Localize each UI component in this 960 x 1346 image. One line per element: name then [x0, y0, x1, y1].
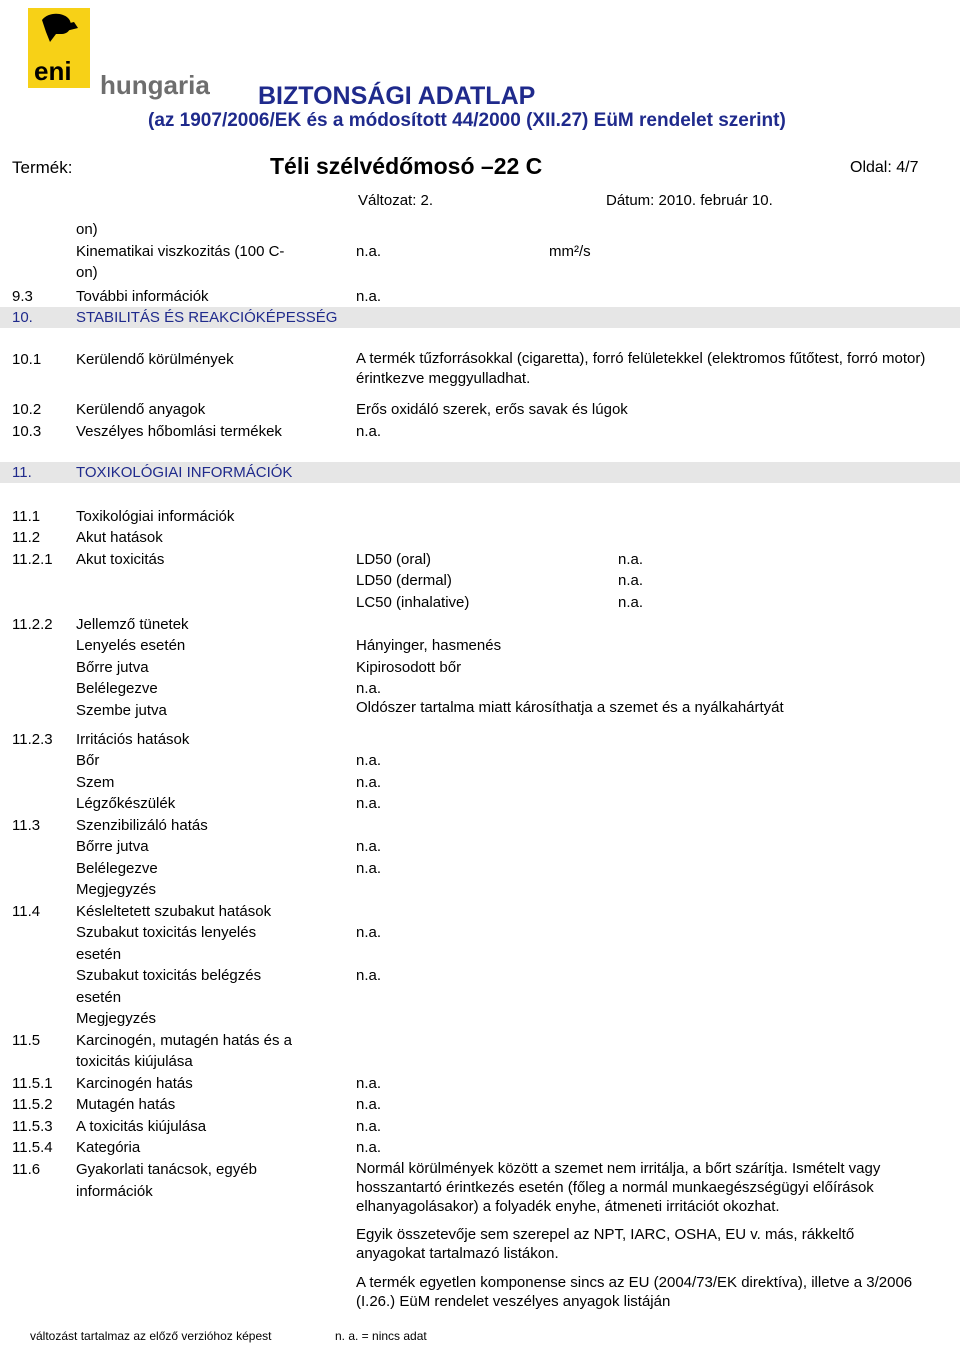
sens-skin-label: Bőrre jutva: [76, 838, 149, 855]
sens-note-label: Megjegyzés: [76, 881, 157, 898]
subacute-ingest-value: n.a.: [356, 924, 382, 941]
irr-skin-label: Bőr: [76, 752, 100, 769]
row-11-5-4-label: Kategória: [76, 1139, 141, 1156]
subacute-ingest-label: Szubakut toxicitás lenyelés: [76, 924, 257, 941]
eni-hungaria-logo: [28, 8, 213, 100]
kin-visc-label-cont: on): [76, 264, 98, 281]
row-10-1-value: A termék tűzforrásokkal (cigaretta), forró felületekkel (elektromos fűtőtest, forró motor) érintkezve meggyulladhat.: [356, 350, 926, 387]
kin-visc-value: n.a.: [356, 243, 382, 260]
row-10-3-num: 10.3: [12, 423, 42, 440]
row-11-1-num: 11.1: [12, 508, 41, 525]
row-11-2-label: Akut hatások: [76, 529, 163, 546]
subacute-note-label: Megjegyzés: [76, 1010, 157, 1027]
row-10-2-num: 10.2: [12, 401, 42, 418]
row-10-1-label: Kerülendő körülmények: [76, 351, 234, 368]
kin-visc-label: Kinematikai viszkozitás (100 C-: [76, 243, 285, 260]
subacute-inhal-label-cont: esetén: [76, 989, 122, 1006]
sens-inhal-label: Belélegezve: [76, 860, 158, 877]
row-11-5-1-label: Karcinogén hatás: [76, 1075, 193, 1092]
document-title: BIZTONSÁGI ADATLAP: [258, 82, 536, 110]
row-9-3-value: n.a.: [356, 288, 382, 305]
row-10-2-label: Kerülendő anyagok: [76, 401, 206, 418]
subacute-inhal-label: Szubakut toxicitás belégzés: [76, 967, 262, 984]
row-11-3-num: 11.3: [12, 817, 41, 834]
row-11-5-4-num: 11.5.4: [12, 1139, 53, 1156]
symptom-ingestion-label: Lenyelés esetén: [76, 637, 186, 654]
ld50-dermal-value: n.a.: [618, 572, 644, 589]
logo-brand-text: eni: [34, 56, 72, 86]
row-11-2-3-label: Irritációs hatások: [76, 731, 190, 748]
row-11-2-num: 11.2: [12, 529, 41, 546]
sens-inhal-value: n.a.: [356, 860, 382, 877]
row-11-6-label: Gyakorlati tanácsok, egyéb: [76, 1161, 257, 1178]
symptom-eye-label: Szembe jutva: [76, 702, 167, 719]
sens-skin-value: n.a.: [356, 838, 382, 855]
symptom-skin-value: Kipirosodott bőr: [356, 659, 462, 676]
row-11-5-2-value: n.a.: [356, 1096, 382, 1113]
row-9-3-label: További információk: [76, 288, 209, 305]
page-number: Oldal: 4/7: [850, 159, 919, 176]
row-11-2-2-num: 11.2.2: [12, 616, 53, 633]
kin-visc-cont-prev: on): [76, 221, 98, 238]
logo-sub-text: hungaria: [100, 70, 210, 100]
irr-eye-value: n.a.: [356, 774, 382, 791]
section-11-title: TOXIKOLÓGIAI INFORMÁCIÓK: [76, 464, 293, 481]
row-10-3-value: n.a.: [356, 423, 382, 440]
irr-skin-value: n.a.: [356, 752, 382, 769]
row-11-5-3-value: n.a.: [356, 1118, 382, 1135]
irr-resp-value: n.a.: [356, 795, 382, 812]
irr-resp-label: Légzőkészülék: [76, 795, 176, 812]
row-11-6-paragraph-3: A termék egyetlen komponense sincs az EU (2004/73/EK direktíva), illetve a 3/2006 (I.26.) EüM rendelet veszélyes anyagok listáján: [356, 1274, 913, 1310]
row-11-2-1-label: Akut toxicitás: [76, 551, 165, 568]
document-subtitle: (az 1907/2006/EK és a módosított 44/2000 (XII.27) EüM rendelet szerint): [148, 110, 786, 131]
row-11-6-paragraph-2: Egyik összetevője sem szerepel az NPT, IARC, OSHA, EU v. más, rákkeltő anyagokat tartalmazó listákon.: [356, 1226, 855, 1262]
row-10-1-num: 10.1: [12, 351, 42, 368]
row-11-5-4-value: n.a.: [356, 1139, 382, 1156]
row-11-5-1-num: 11.5.1: [12, 1075, 53, 1092]
row-11-5-2-label: Mutagén hatás: [76, 1096, 176, 1113]
row-10-3-label: Veszélyes hőbomlási termékek: [76, 423, 282, 440]
version: Változat: 2.: [358, 192, 434, 209]
row-11-3-label: Szenzibilizáló hatás: [76, 817, 208, 834]
row-11-6-label-cont: információk: [76, 1183, 153, 1200]
kin-visc-unit: mm²/s: [549, 243, 591, 260]
row-11-6-num: 11.6: [12, 1161, 41, 1178]
eni-logo-icon: [28, 8, 213, 100]
row-11-2-3-num: 11.2.3: [12, 731, 53, 748]
symptom-skin-label: Bőrre jutva: [76, 659, 149, 676]
symptom-ingestion-value: Hányinger, hasmenés: [356, 637, 502, 654]
row-10-2-value: Erős oxidáló szerek, erős savak és lúgok: [356, 401, 628, 418]
ld50-oral-label: LD50 (oral): [356, 551, 432, 568]
row-11-2-2-label: Jellemző tünetek: [76, 616, 189, 633]
ld50-oral-value: n.a.: [618, 551, 644, 568]
row-11-5-label: Karcinogén, mutagén hatás és a: [76, 1032, 292, 1049]
footer-na-legend: n. a. = nincs adat: [335, 1329, 427, 1343]
lc50-inh-label: LC50 (inhalative): [356, 594, 470, 611]
ld50-dermal-label: LD50 (dermal): [356, 572, 452, 589]
symptom-eye-value: Oldószer tartalma miatt károsíthatja a szemet és a nyálkahártyát: [356, 699, 784, 716]
section-10-title: STABILITÁS ÉS REAKCIÓKÉPESSÉG: [76, 309, 338, 326]
row-11-4-label: Késleltetett szubakut hatások: [76, 903, 272, 920]
subacute-ingest-label-cont: esetén: [76, 946, 122, 963]
row-11-6-paragraph-1: Normál körülmények között a szemet nem irritálja, a bőrt szárítja. Ismételt vagy hosszantartó érintkezés esetén (főleg a normál munkaegészségügyi előírások elhanyagolásakor) a folyadék enyhe, átmeneti irritációt okozhat.: [356, 1160, 881, 1215]
row-11-5-num: 11.5: [12, 1032, 41, 1049]
section-11-num: 11.: [12, 464, 32, 481]
row-11-5-label-cont: toxicitás kiújulása: [76, 1053, 193, 1070]
row-11-5-2-num: 11.5.2: [12, 1096, 53, 1113]
product-name: Téli szélvédőmosó –22 C: [270, 153, 543, 179]
symptom-inhal-value: n.a.: [356, 680, 382, 697]
irr-eye-label: Szem: [76, 774, 115, 791]
row-11-5-1-value: n.a.: [356, 1075, 382, 1092]
subacute-inhal-value: n.a.: [356, 967, 382, 984]
row-11-4-num: 11.4: [12, 903, 41, 920]
row-11-2-1-num: 11.2.1: [12, 551, 53, 568]
row-11-1-label: Toxikológiai információk: [76, 508, 235, 525]
footer-change-note: változást tartalmaz az előző verzióhoz képest: [30, 1329, 272, 1343]
row-11-5-3-num: 11.5.3: [12, 1118, 53, 1135]
row-11-5-3-label: A toxicitás kiújulása: [76, 1118, 207, 1135]
symptom-inhal-label: Belélegezve: [76, 680, 158, 697]
date: Dátum: 2010. február 10.: [606, 192, 773, 209]
row-9-3-num: 9.3: [12, 288, 33, 305]
lc50-inh-value: n.a.: [618, 594, 644, 611]
product-label: Termék:: [12, 158, 73, 177]
section-10-num: 10.: [12, 309, 33, 326]
